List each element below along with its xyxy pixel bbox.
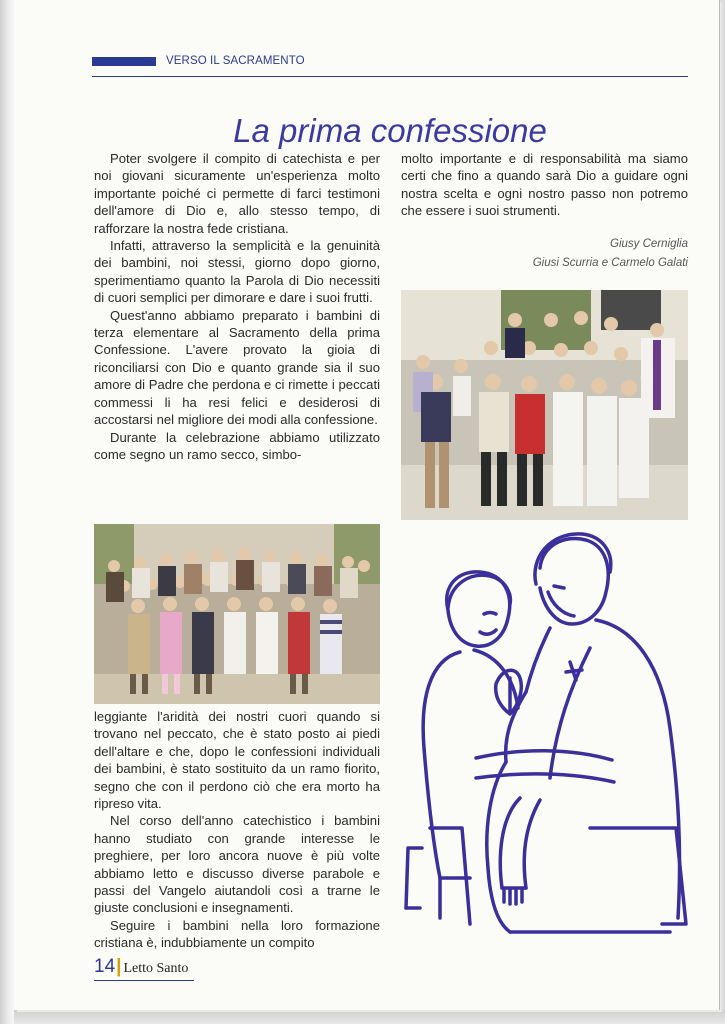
confession-illustration bbox=[400, 528, 690, 948]
left-column-top bbox=[94, 150, 380, 463]
paragraph-1: Poter svolgere il compito di catechista e per noi giovani sicuramente un'esperienza molto importante poiché ci permette di farci testimoni dell'amore di Dio e, allo stesso tempo, di rafforzare la nostra fede cristiana. bbox=[94, 151, 380, 236]
paragraph-4: Durante la celebrazione abbiamo utilizzato come segno un ramo secco, simbo- bbox=[94, 429, 380, 462]
signature-2: Giusi Scurria e Carmelo Galati bbox=[532, 257, 688, 269]
header-rule bbox=[92, 76, 688, 77]
page-footer bbox=[94, 956, 188, 978]
group-photo-right-image bbox=[401, 290, 688, 520]
paragraph-3: Quest'anno abbiamo preparato i bambini di terza elementare al Sacramento della prima Confessione. L'avere provato la gioia di riconciliarsi con Dio e quanto grande sia il suo amore di Padre che perdona e ci rimette i peccati commessi li ha resi felici e desiderosi di accostarsi nel migliore dei modi alla confessione. bbox=[94, 307, 380, 428]
signature-1: Giusy Cerniglia bbox=[610, 238, 688, 250]
paragraph-4-continued: leggiante l'aridità dei nostri cuori quando si trovano nel peccato, che è stato posto ai piedi dell'altare e che, dopo le confessioni individuali dei bambini, è stato sostituito da un ramo fiorito, segno che con il perdono ciò che era morto ha ripreso vita. bbox=[94, 709, 380, 812]
paragraph-5: Nel corso dell'anno catechistico i bambini hanno studiato con grande interesse le preghiere, per loro ancora nuove è più volte abbiamo letto e discusso diverse parabole e passi del Vangelo aiutandoli così a trarne le giuste conclusioni e insegnamenti. bbox=[94, 813, 380, 916]
group-photo-right bbox=[401, 290, 688, 520]
paragraph-6: Seguire i bambini nella loro formazione cristiana è, indubbiamente un compito bbox=[94, 917, 380, 951]
group-photo-left-image bbox=[94, 524, 380, 704]
binding-edge bbox=[0, 0, 14, 1024]
magazine-name: Letto Santo bbox=[123, 961, 189, 976]
paragraph-2: Infatti, attraverso la semplicità e la genuinità dei bambini, noi stessi, giorno dopo giorno, sperimentiamo quanto la Parola di Dio necessiti di cuori semplici per dimorare e dare i suoi frutti. bbox=[94, 238, 380, 306]
paragraph-6-continued: molto importante e di responsabilità ma siamo certi che fino a quando sarà Dio a guidare ogni nostra scelta e ogni nostro passo non potremo che essere i suoi strumenti. bbox=[401, 151, 688, 219]
page-number: 14 bbox=[94, 956, 116, 977]
group-photo-left bbox=[94, 524, 380, 704]
rubric-bar bbox=[92, 57, 156, 66]
confession-illustration-drawing bbox=[400, 528, 690, 948]
article-title: La prima confessione bbox=[233, 112, 547, 150]
magazine-page bbox=[14, 0, 719, 1010]
footer-rule bbox=[94, 980, 194, 981]
rubric-label: VERSO IL SACRAMENTO bbox=[166, 55, 305, 67]
left-column-bottom bbox=[94, 708, 380, 952]
section-rubric bbox=[92, 55, 305, 67]
right-column-top bbox=[401, 150, 688, 220]
page-bottom-edge bbox=[14, 1010, 725, 1024]
footer-separator: | bbox=[116, 956, 122, 977]
